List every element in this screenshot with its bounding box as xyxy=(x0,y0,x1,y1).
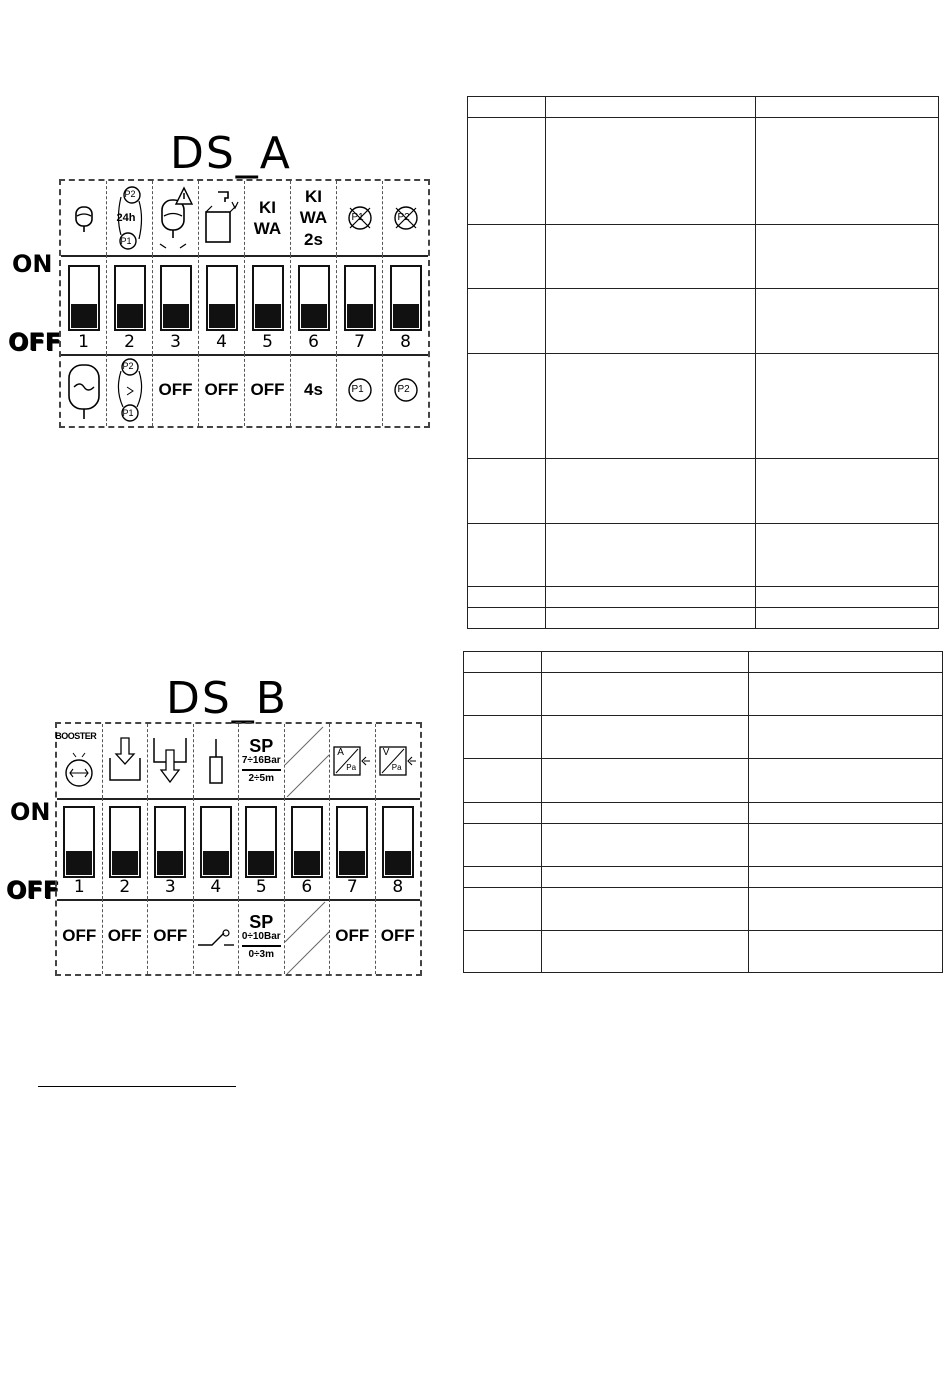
ds-b-top-cell-7 xyxy=(330,724,376,798)
table-header-row xyxy=(468,97,939,118)
switch-number: 8 xyxy=(392,877,404,897)
table-row xyxy=(464,673,943,716)
pump-alternation-icon xyxy=(115,357,145,423)
sp-label: SP xyxy=(249,736,274,756)
ki-label: KI xyxy=(258,197,276,217)
table-cell xyxy=(545,587,756,608)
ds-a-switch-6[interactable] xyxy=(291,255,337,354)
ds-b-bottom-cell-7: OFF xyxy=(330,899,376,974)
table-cell xyxy=(464,673,542,716)
switch-number: 6 xyxy=(301,877,313,897)
table-row xyxy=(468,459,939,524)
p2-label: P2 xyxy=(122,361,134,371)
ds-b-bottom-cell-5 xyxy=(239,899,285,974)
table-cell xyxy=(464,888,542,931)
table-cell xyxy=(749,673,943,716)
ds-a-bottom-cell-4: OFF xyxy=(199,354,245,426)
switch-number: 2 xyxy=(119,877,131,897)
table-cell xyxy=(756,459,939,524)
table-cell xyxy=(545,97,756,118)
table-cell xyxy=(756,608,939,629)
switch-number: 4 xyxy=(210,877,222,897)
ds-b-top-cell-2 xyxy=(103,724,149,798)
table-cell xyxy=(545,118,756,225)
table-header-row xyxy=(464,652,943,673)
table-row xyxy=(464,716,943,759)
pump-alternation-icon xyxy=(115,185,145,251)
table-cell xyxy=(756,97,939,118)
wa-label: WA xyxy=(299,208,328,228)
ds-a-switch-7[interactable] xyxy=(337,255,383,354)
ds-b-switch-8[interactable] xyxy=(376,798,421,899)
table-cell xyxy=(749,652,943,673)
ds-b-top-cell-8 xyxy=(376,724,421,798)
large-vessel-icon xyxy=(66,359,102,421)
sp-range-head: 0÷3m xyxy=(248,948,274,960)
ds-a-switch-2[interactable] xyxy=(107,255,153,354)
table-cell xyxy=(468,524,546,587)
table-cell xyxy=(545,524,756,587)
delay-label: 2s xyxy=(304,229,323,249)
vessel-warning-icon xyxy=(156,186,196,250)
table-cell xyxy=(541,716,749,759)
unused-hatch-icon xyxy=(285,900,329,974)
booster-icon xyxy=(57,729,101,793)
table-row xyxy=(468,608,939,629)
ds-b-switch-7[interactable] xyxy=(330,798,376,899)
arrow-into-tank-icon xyxy=(107,734,143,788)
sp-label: SP xyxy=(249,911,274,932)
table-cell xyxy=(541,824,749,867)
ds-a-switch-4[interactable] xyxy=(199,255,245,354)
footnote-separator xyxy=(38,1086,236,1087)
switch-number: 3 xyxy=(170,332,181,352)
p2-label: P2 xyxy=(124,189,136,199)
ds-a-top-cell-2 xyxy=(107,181,153,255)
ds-b-on-label: ON xyxy=(10,798,51,826)
table-cell xyxy=(541,803,749,824)
ds-a-switch-8[interactable] xyxy=(383,255,428,354)
table-cell xyxy=(464,716,542,759)
switch-number: 3 xyxy=(164,877,176,897)
table-cell xyxy=(545,459,756,524)
ds-a-bottom-cell-6: 4s xyxy=(291,354,337,426)
ds-b-top-cell-1 xyxy=(57,724,103,798)
table-cell xyxy=(749,867,943,888)
ds-b-bottom-cell-3: OFF xyxy=(148,899,194,974)
ds-b-top-cell-3 xyxy=(148,724,194,798)
arrow-out-of-tank-icon xyxy=(150,732,190,790)
switch-number: 7 xyxy=(346,877,358,897)
table-cell xyxy=(541,759,749,803)
table-cell xyxy=(464,803,542,824)
ds-b-dip-switch xyxy=(55,722,422,976)
ds-b-bottom-cell-8: OFF xyxy=(380,926,415,946)
ds-a-bottom-cell-1 xyxy=(61,354,107,426)
table-cell xyxy=(749,803,943,824)
ds-b-bottom-cell-4 xyxy=(194,899,240,974)
table-row xyxy=(468,118,939,225)
ds-b-bottom-cell-6 xyxy=(285,899,331,974)
switch-number: 5 xyxy=(262,332,273,352)
ds-a-title: DS_A xyxy=(170,128,292,179)
pressure-switch-icon xyxy=(196,925,236,949)
interval-label: 24h xyxy=(116,212,136,224)
table-cell xyxy=(468,118,546,225)
switch-number: 6 xyxy=(308,332,319,352)
switch-number: 1 xyxy=(78,332,89,352)
ds-b-title: DS_B xyxy=(166,673,288,724)
ds-a-switch-row xyxy=(61,255,428,356)
table-cell xyxy=(468,289,546,354)
table-cell xyxy=(464,867,542,888)
table-cell xyxy=(468,97,546,118)
ds-a-bottom-row xyxy=(61,354,428,426)
p2-label: P2 xyxy=(397,212,410,223)
sensor-a-label: A xyxy=(337,747,344,758)
ds-b-description-table xyxy=(463,651,943,973)
table-cell xyxy=(545,354,756,459)
tap-tank-icon xyxy=(202,188,242,248)
table-cell xyxy=(756,225,939,289)
unused-hatch-icon xyxy=(285,725,329,797)
expansion-vessel-icon xyxy=(73,203,95,233)
table-cell xyxy=(756,587,939,608)
ds-b-switch-3[interactable] xyxy=(148,798,194,899)
ds-b-top-cell-6 xyxy=(285,724,331,798)
table-cell xyxy=(464,931,542,973)
ds-b-switch-5[interactable] xyxy=(239,798,285,899)
ds-a-top-cell-8 xyxy=(383,181,428,255)
ds-a-bottom-cell-8 xyxy=(383,354,428,426)
p1-label: P1 xyxy=(351,212,364,223)
ds-a-off-label: OFF xyxy=(8,328,62,356)
sp-range-bar: 7÷16Bar xyxy=(242,755,281,771)
table-cell xyxy=(756,118,939,225)
ds-a-bottom-cell-3: OFF xyxy=(153,354,199,426)
table-cell xyxy=(541,931,749,973)
table-cell xyxy=(468,587,546,608)
booster-label: BOOSTER xyxy=(55,731,97,741)
sensor-v-pa-icon xyxy=(378,744,418,778)
p2-disabled-icon xyxy=(392,204,420,232)
switch-number: 5 xyxy=(255,877,267,897)
ds-a-top-row xyxy=(61,181,428,257)
table-row xyxy=(468,587,939,608)
p1-disabled-icon xyxy=(346,204,374,232)
sensor-a-pa-icon xyxy=(332,744,372,778)
ds-a-switch-3[interactable] xyxy=(153,255,199,354)
table-cell xyxy=(541,888,749,931)
table-cell xyxy=(756,289,939,354)
ds-a-top-cell-5 xyxy=(245,181,291,255)
switch-number: 7 xyxy=(354,332,365,352)
table-cell xyxy=(749,824,943,867)
table-cell xyxy=(749,888,943,931)
ds-b-off-label: OFF xyxy=(6,876,60,904)
table-cell xyxy=(545,608,756,629)
p1-label: P1 xyxy=(120,236,132,246)
ds-b-top-cell-4 xyxy=(194,724,240,798)
sensor-pa-label: Pa xyxy=(346,763,357,772)
table-cell xyxy=(545,225,756,289)
float-switch-icon xyxy=(206,735,226,787)
table-cell xyxy=(541,673,749,716)
ds-b-bottom-cell-1: OFF xyxy=(57,899,103,974)
ds-b-switch-2[interactable] xyxy=(103,798,149,899)
ds-a-top-cell-3 xyxy=(153,181,199,255)
table-cell xyxy=(749,759,943,803)
table-row xyxy=(464,888,943,931)
sensor-pa-label: Pa xyxy=(391,763,402,772)
table-row xyxy=(468,354,939,459)
ds-a-bottom-cell-7 xyxy=(337,354,383,426)
table-row xyxy=(464,867,943,888)
ds-a-bottom-cell-5: OFF xyxy=(245,354,291,426)
p1-label: P1 xyxy=(122,408,134,418)
switch-number: 8 xyxy=(400,332,411,352)
table-cell xyxy=(468,354,546,459)
ds-a-top-cell-1 xyxy=(61,181,107,255)
sensor-v-label: V xyxy=(382,747,390,758)
table-row xyxy=(468,225,939,289)
table-cell xyxy=(541,867,749,888)
table-cell xyxy=(464,652,542,673)
switch-number: 4 xyxy=(216,332,227,352)
table-row xyxy=(468,289,939,354)
p1-enabled-icon xyxy=(346,376,374,404)
ds-a-switch-1[interactable] xyxy=(61,255,107,354)
table-cell xyxy=(749,931,943,973)
table-cell xyxy=(545,289,756,354)
table-cell xyxy=(464,824,542,867)
ds-b-bottom-row xyxy=(57,899,420,974)
p2-label: P2 xyxy=(397,384,410,395)
ds-b-switch-6[interactable] xyxy=(285,798,331,899)
ds-b-switch-1[interactable] xyxy=(57,798,103,899)
table-cell xyxy=(468,225,546,289)
p1-label: P1 xyxy=(351,384,364,395)
ds-a-top-cell-7 xyxy=(337,181,383,255)
ds-b-switch-row xyxy=(57,798,420,901)
ds-a-switch-5[interactable] xyxy=(245,255,291,354)
ds-a-description-table xyxy=(467,96,939,629)
ds-a-top-cell-6 xyxy=(291,181,337,255)
ds-a-bottom-cell-2 xyxy=(107,354,153,426)
ki-label: KI xyxy=(304,187,322,207)
table-cell xyxy=(756,354,939,459)
ds-a-on-label: ON xyxy=(12,250,53,278)
switch-number: 1 xyxy=(73,877,85,897)
sp-range-head: 2÷5m xyxy=(248,773,274,784)
table-cell xyxy=(756,524,939,587)
table-row xyxy=(464,931,943,973)
ds-b-top-row xyxy=(57,724,420,800)
table-cell xyxy=(541,652,749,673)
ds-b-top-cell-5 xyxy=(239,724,285,798)
table-row xyxy=(464,824,943,867)
table-row xyxy=(464,803,943,824)
ds-b-bottom-cell-2: OFF xyxy=(103,899,149,974)
table-row xyxy=(468,524,939,587)
p2-enabled-icon xyxy=(392,376,420,404)
table-cell xyxy=(468,459,546,524)
table-cell xyxy=(468,608,546,629)
sp-range-bar: 0÷10Bar xyxy=(242,931,281,947)
ds-a-top-cell-4 xyxy=(199,181,245,255)
table-cell xyxy=(749,716,943,759)
wa-label: WA xyxy=(253,219,282,238)
ds-a-dip-switch xyxy=(59,179,430,428)
switch-number: 2 xyxy=(124,332,135,352)
ds-b-switch-4[interactable] xyxy=(194,798,240,899)
table-row xyxy=(464,759,943,803)
table-cell xyxy=(464,759,542,803)
